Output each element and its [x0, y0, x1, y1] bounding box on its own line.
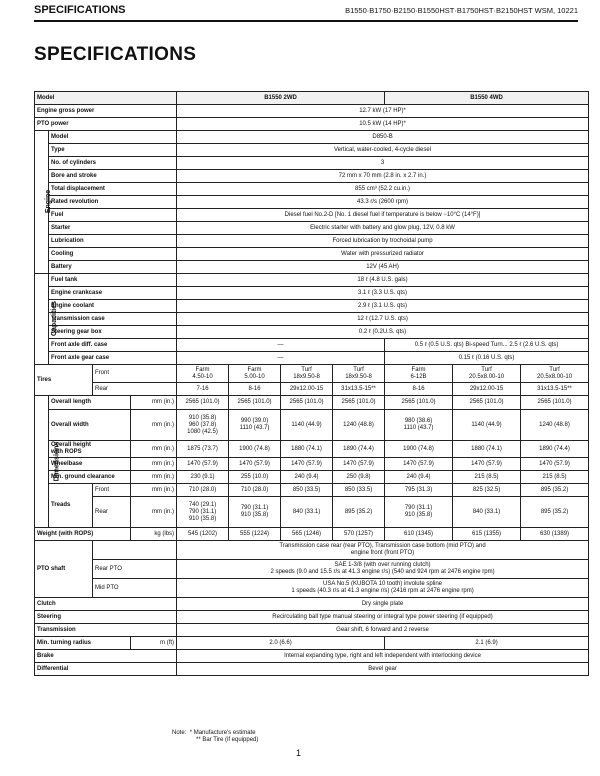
row-label: Engine coolant — [49, 300, 177, 313]
engine-row — [35, 261, 589, 274]
row-value: 570 (1257) — [333, 528, 385, 541]
row-label: Steering gear box — [49, 326, 177, 339]
row-label: Fuel — [49, 209, 177, 222]
row-value: 855 cm³ (52.2 cu.in.) — [177, 183, 589, 196]
row-value: 990 (39.0) 1110 (43.7) — [229, 410, 281, 441]
row-unit: mm (in.) — [131, 497, 177, 528]
row-value-4wd: 2.1 (6.9) — [385, 637, 589, 650]
row-value: 43.3 r/s (2600 rpm) — [177, 196, 589, 209]
row-value: 10.5 kW (14 HP)* — [177, 118, 589, 131]
tires-front-row — [35, 365, 589, 383]
turning-radius-row — [35, 637, 589, 650]
brake-row — [35, 650, 589, 663]
row-label: No. of cylinders — [49, 157, 177, 170]
row-value: 895 (35.2) — [521, 484, 589, 497]
row-value: 3.1 ℓ (3.3 U.S. qts) — [177, 287, 589, 300]
row-value: 215 (8.5) — [521, 471, 589, 484]
engine-row — [35, 144, 589, 157]
row-value: Forced lubrication by trochoidal pump — [177, 235, 589, 248]
row-label: Front axle gear case — [49, 352, 177, 365]
specifications-table — [34, 91, 589, 676]
row-value: 1470 (57.9) — [177, 458, 229, 471]
row-label: Weight (with ROPS) — [35, 528, 131, 541]
row-value: 1470 (57.9) — [521, 458, 589, 471]
row-label: Steering — [35, 611, 177, 624]
row-value: 615 (1355) — [453, 528, 521, 541]
row-label: Total displacement — [49, 183, 177, 196]
row-label: Wheelbase — [49, 458, 131, 471]
note-line-2: ** Bar Tire (if equipped) — [196, 737, 259, 743]
row-value: 12 ℓ (12.7 U.S. qts) — [177, 313, 589, 326]
mid-pto-row — [35, 579, 589, 598]
rear-pto-row — [35, 560, 589, 579]
row-value: 250 (9.8) — [333, 471, 385, 484]
row-value: Dry single plate — [177, 598, 589, 611]
engine-row — [35, 222, 589, 235]
engine-row — [35, 248, 589, 261]
row-value: 1470 (57.9) — [453, 458, 521, 471]
row-value: 1880 (74.1) — [453, 441, 521, 458]
row-value: 215 (8.5) — [453, 471, 521, 484]
row-label: Min. ground clearance — [49, 471, 131, 484]
engine-row — [35, 157, 589, 170]
row-value-2wd: — — [177, 339, 385, 352]
engine-row — [35, 209, 589, 222]
row-value: 790 (31.1) 910 (35.8) — [229, 497, 281, 528]
footnote — [172, 730, 258, 744]
running-header — [34, 4, 578, 22]
row-value: 1880 (74.1) — [281, 441, 333, 458]
treads-rear-row — [35, 497, 589, 528]
row-unit: mm (in.) — [131, 441, 177, 458]
capacity-row — [35, 300, 589, 313]
dimension-row — [35, 471, 589, 484]
row-value-4wd: 0.15 ℓ (0.16 U.S. qts) — [385, 352, 589, 365]
differential-row — [35, 663, 589, 676]
row-label: Type — [49, 144, 177, 157]
row-value: 555 (1224) — [229, 528, 281, 541]
engine-row — [35, 170, 589, 183]
treads-label: Treads — [49, 484, 93, 528]
row-value: 630 (1389) — [521, 528, 589, 541]
note-line-1: * Manufacture's estimate — [189, 730, 256, 736]
row-label: Engine crankcase — [49, 287, 177, 300]
tire-size: Turf 18x9.50-8 — [333, 365, 385, 383]
row-value: 1900 (74.8) — [385, 441, 453, 458]
tire-size: 31x13.5-15** — [333, 383, 385, 396]
tire-size: Farm 5.00-10 — [229, 365, 281, 383]
col-2wd-header: B1550 2WD — [177, 92, 385, 105]
row-label: Starter — [49, 222, 177, 235]
tire-size: Turf 18x9.50-8 — [281, 365, 333, 383]
row-value: 2565 (101.0) — [177, 396, 229, 410]
tire-size: 7-16 — [177, 383, 229, 396]
pto-shaft-location: Transmission case rear (rear PTO), Transmission case bottom (mid PTO) and engine front (front PTO) — [177, 541, 589, 560]
row-value-2wd: — — [177, 352, 385, 365]
row-value: 850 (33.5) — [333, 484, 385, 497]
row-label: Overall height with ROPS — [49, 441, 131, 458]
row-label: Overall width — [49, 410, 131, 441]
capacity-row — [35, 287, 589, 300]
row-label: Engine gross power — [35, 105, 177, 118]
tire-size: 8-16 — [385, 383, 453, 396]
pto-shaft-label: PTO shaft — [35, 541, 93, 598]
row-label: PTO power — [35, 118, 177, 131]
header-model-codes: B1550·B1750·B2150·B1550HST·B1750HST·B2150HST WSM, 10221 — [345, 6, 578, 15]
row-value: 1470 (57.9) — [385, 458, 453, 471]
page-number: 1 — [296, 748, 302, 758]
row-value: D850-B — [177, 131, 589, 144]
specifications-table-body — [35, 92, 589, 676]
row-label: Clutch — [35, 598, 177, 611]
dimension-row — [35, 396, 589, 410]
row-label: Bore and stroke — [49, 170, 177, 183]
row-value: 1470 (57.9) — [281, 458, 333, 471]
dimension-row — [35, 458, 589, 471]
tire-size: 29x12.00-15 — [281, 383, 333, 396]
row-value: Electric starter with battery and glow plug, 12V, 0.8 kW — [177, 222, 589, 235]
tire-size: Turf 20.5x8.00-10 — [521, 365, 589, 383]
row-value: 1240 (48.8) — [333, 410, 385, 441]
row-value: 3 — [177, 157, 589, 170]
engine-row — [35, 196, 589, 209]
tires-rear-label: Rear — [93, 383, 177, 396]
row-label: Cooling — [49, 248, 177, 261]
capacity-row — [35, 313, 589, 326]
row-value: Water with pressurized radiator — [177, 248, 589, 261]
engine-group-label: Engine — [45, 189, 53, 214]
capacity-row — [35, 326, 589, 339]
row-value: 795 (31.3) — [385, 484, 453, 497]
row-value: 1140 (44.9) — [281, 410, 333, 441]
tires-rear-row — [35, 383, 589, 396]
dimensions-group-label: Dimensions — [53, 441, 61, 481]
col-4wd-header: B1550 4WD — [385, 92, 589, 105]
row-value: 1470 (57.9) — [333, 458, 385, 471]
rear-pto-value: SAE 1-3/8 (with over running clutch) 2 speeds (9.0 and 15.5 r/s at 41.3 engine r/s) (540 and 924 rpm at 2476 engine rpm) — [177, 560, 589, 579]
row-unit: mm (in.) — [131, 458, 177, 471]
row-label: Front axle diff. case — [49, 339, 177, 352]
row-label: Overall length — [49, 396, 131, 410]
row-value: 1875 (73.7) — [177, 441, 229, 458]
row-unit: mm (in.) — [131, 396, 177, 410]
note-label: Note: — [172, 730, 187, 736]
weight-row — [35, 528, 589, 541]
row-label: Transmission case — [49, 313, 177, 326]
row-value: 2565 (101.0) — [281, 396, 333, 410]
blank-cell — [93, 541, 177, 560]
pto-shaft-row — [35, 541, 589, 560]
row-value: 850 (33.5) — [281, 484, 333, 497]
row-value: 910 (35.8) 960 (37.8) 1080 (42.5) — [177, 410, 229, 441]
row-value: 980 (38.6) 1110 (43.7) — [385, 410, 453, 441]
row-label: Differential — [35, 663, 177, 676]
row-value: 2565 (101.0) — [453, 396, 521, 410]
row-label: Model — [49, 131, 177, 144]
row-value: 1140 (44.9) — [453, 410, 521, 441]
treads-front-row — [35, 484, 589, 497]
row-value: 240 (9.4) — [281, 471, 333, 484]
row-label: Rated revolution — [49, 196, 177, 209]
rear-pto-label: Rear PTO — [93, 560, 177, 579]
row-value: 2565 (101.0) — [521, 396, 589, 410]
engine-group — [35, 131, 53, 274]
row-value: 740 (29.1) 790 (31.1) 910 (35.8) — [177, 497, 229, 528]
pto-power-row — [35, 118, 589, 131]
row-value: 12.7 kW (17 HP)* — [177, 105, 589, 118]
treads-rear-label: Rear — [93, 497, 131, 528]
tire-size: Farm 6-12B — [385, 365, 453, 383]
row-unit: mm (in.) — [131, 484, 177, 497]
row-value: Bevel gear — [177, 663, 589, 676]
tires-label: Tires — [35, 365, 93, 396]
row-label: Min. turning radius — [35, 637, 131, 650]
gross-power-row — [35, 105, 589, 118]
model-header-row — [35, 92, 589, 105]
row-label: Transmission — [35, 624, 177, 637]
row-value: 790 (31.1) 910 (35.8) — [385, 497, 453, 528]
row-unit: m (ft) — [131, 637, 177, 650]
row-value: Internal expanding type, right and left independent with interlocking device — [177, 650, 589, 663]
capacities-group — [35, 274, 59, 365]
capacities-group-label: Capacities — [51, 300, 59, 337]
row-value: 2565 (101.0) — [229, 396, 281, 410]
row-value: Diesel fuel No.2-D [No. 1 diesel fuel if temperature is below −10°C (14°F)] — [177, 209, 589, 222]
dimension-row — [35, 410, 589, 441]
engine-row — [35, 183, 589, 196]
engine-row — [35, 131, 589, 144]
treads-front-label: Front — [93, 484, 131, 497]
row-value: 895 (35.2) — [521, 497, 589, 528]
row-value: 72 mm x 70 mm (2.8 in. x 2.7 in.) — [177, 170, 589, 183]
capacity-row — [35, 352, 589, 365]
row-value: Vertical, water-cooled, 4-cycle diesel — [177, 144, 589, 157]
capacity-row — [35, 274, 589, 287]
row-value-4wd: 0.5 ℓ (0.5 U.S. qts) Bi-speed Turn... 2.5 ℓ (2.6 U.S. qts) — [385, 339, 589, 352]
clutch-row — [35, 598, 589, 611]
tires-front-label: Front — [93, 365, 177, 383]
row-value: 1890 (74.4) — [521, 441, 589, 458]
row-value: 1900 (74.8) — [229, 441, 281, 458]
mid-pto-label: Mid PTO — [93, 579, 177, 598]
row-value: 825 (32.5) — [453, 484, 521, 497]
row-value: 18 ℓ (4.8 U.S. gals) — [177, 274, 589, 287]
header-section-title: SPECIFICATIONS — [34, 4, 126, 16]
capacity-row — [35, 339, 589, 352]
row-value: 1470 (57.9) — [229, 458, 281, 471]
row-unit: kg (lbs) — [131, 528, 177, 541]
transmission-row — [35, 624, 589, 637]
row-value: 610 (1345) — [385, 528, 453, 541]
row-unit: mm (in.) — [131, 410, 177, 441]
row-value: Gear shift, 6 forward and 2 reverse — [177, 624, 589, 637]
mid-pto-value: USA No.5 (KUBOTA 10 tooth) involute spline 1 speeds (40.3 r/s at 41.3 engine r/s) (2416 rpm at 2476 engine rpm) — [177, 579, 589, 598]
row-value: 2565 (101.0) — [385, 396, 453, 410]
row-value: 2.9 ℓ (3.1 U.S. qts) — [177, 300, 589, 313]
row-label: Battery — [49, 261, 177, 274]
model-label: Model — [35, 92, 177, 105]
tire-size: 8-16 — [229, 383, 281, 396]
row-value-2wd: 2.0 (6.6) — [177, 637, 385, 650]
steering-row — [35, 611, 589, 624]
tire-size: Turf 20.5x8.00-10 — [453, 365, 521, 383]
row-value: Recirculating ball type manual steering or integral type power steering (if equipped) — [177, 611, 589, 624]
row-value: 710 (28.0) — [229, 484, 281, 497]
row-value: 2565 (101.0) — [333, 396, 385, 410]
row-value: 1890 (74.4) — [333, 441, 385, 458]
row-value: 1240 (48.8) — [521, 410, 589, 441]
tire-size: 29x12.00-15 — [453, 383, 521, 396]
row-value: 840 (33.1) — [453, 497, 521, 528]
row-value: 240 (9.4) — [385, 471, 453, 484]
row-label: Fuel tank — [49, 274, 177, 287]
engine-row — [35, 235, 589, 248]
row-value: 895 (35.2) — [333, 497, 385, 528]
row-label: Lubrication — [49, 235, 177, 248]
tire-size: 31x13.5-15** — [521, 383, 589, 396]
row-value: 255 (10.0) — [229, 471, 281, 484]
row-value: 12V (45 AH) — [177, 261, 589, 274]
row-value: 710 (28.0) — [177, 484, 229, 497]
row-value: 545 (1202) — [177, 528, 229, 541]
row-value: 0.2 ℓ (0.2U.S. qts) — [177, 326, 589, 339]
page-title: SPECIFICATIONS — [34, 44, 197, 65]
row-value: 840 (33.1) — [281, 497, 333, 528]
row-unit: mm (in.) — [131, 471, 177, 484]
row-value: 565 (1246) — [281, 528, 333, 541]
dimension-row — [35, 441, 589, 458]
row-value: 230 (9.1) — [177, 471, 229, 484]
tire-size: Farm 4.50-10 — [177, 365, 229, 383]
row-label: Brake — [35, 650, 177, 663]
